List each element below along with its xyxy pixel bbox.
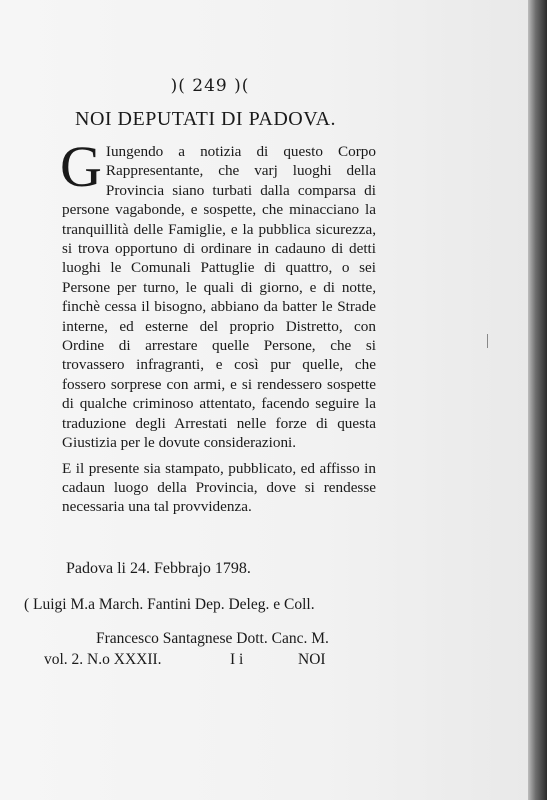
signature-fantini: ( Luigi M.a March. Fantini Dep. Deleg. e Coll.: [24, 596, 315, 613]
date-line: Padova li 24. Febbrajo 1798.: [66, 560, 251, 577]
page-number: )( 249 )(: [170, 76, 250, 96]
paragraph-1-text: Iungendo a notizia di questo Corpo Rappresentante, che varj luoghi della Provincia siano turbati dalla comparsa di persone vagabonde, e sospette, che minacciano la tranquillità delle Famiglie, e la pubblica sicurezza, si trova opportuno di ordinare in cadauno di detti luoghi le Comunali Pattuglie di quattro, o sei Persone per turno, le quali di giorno, e di notte, finchè cessa il bisogno, abbiano da batter le Strade interne, ed esterne del proprio Distretto, con Ordine di arrestare quelle Persone, che si trovassero infragranti, e così pur quelle, che fossero sorprese con armi, e si rendessero sospette di qualche criminoso attentato, facendo seguire la traduzione degli Arrestati nelle forze di questa Giustizia per le dovute considerazioni.: [62, 143, 376, 452]
paragraph-1: [60, 134, 376, 453]
signature-santagnese: Francesco Santagnese Dott. Canc. M.: [96, 630, 329, 647]
catchword: NOI: [298, 651, 326, 668]
document-body: [60, 134, 376, 517]
page-footer: [44, 651, 344, 671]
margin-mark: [487, 334, 488, 348]
drop-cap: G: [60, 134, 102, 199]
signature-mark: I i: [230, 651, 244, 668]
paragraph-2: E il presente sia stampato, pubblicato, ed affisso in cadaun luogo della Provincia, dove si rendesse necessaria una tal provvidenza.: [62, 459, 376, 516]
page-title: NOI DEPUTATI DI PADOVA.: [75, 108, 337, 130]
volume-number: vol. 2. N.o XXXII.: [44, 651, 162, 668]
book-spine-edge: [528, 0, 547, 800]
